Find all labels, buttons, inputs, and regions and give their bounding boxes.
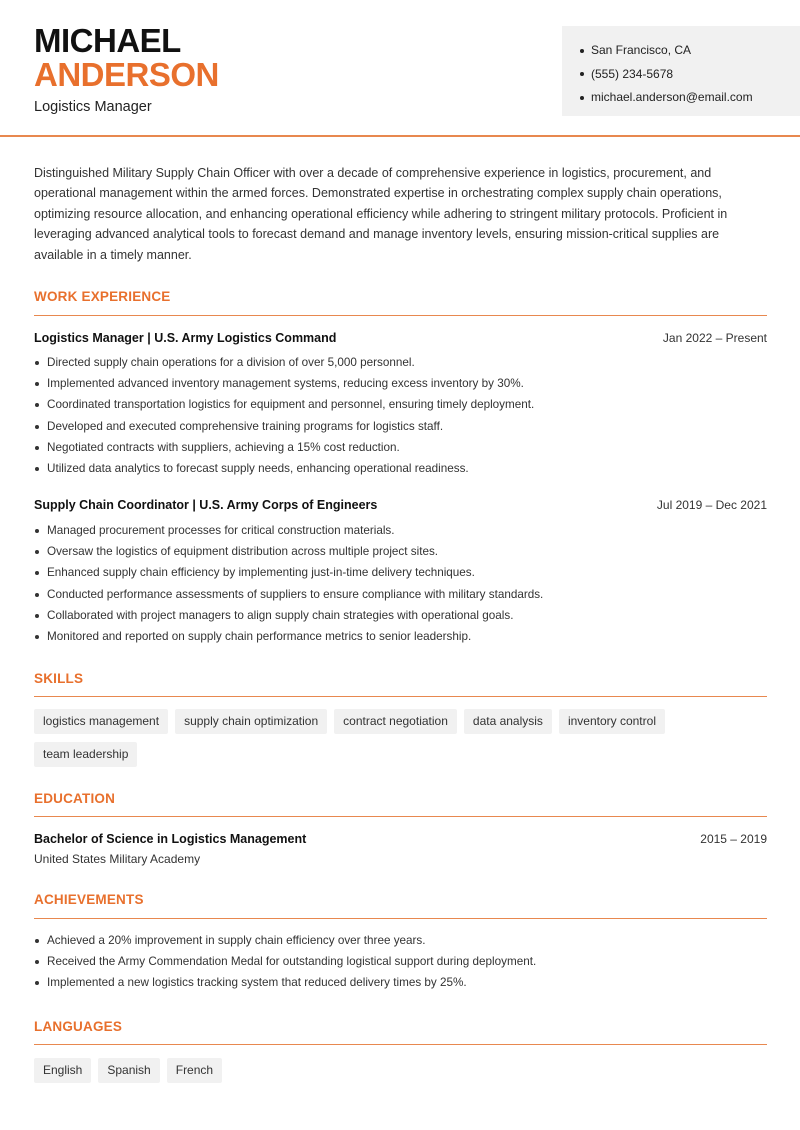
contact-phone [580, 63, 800, 87]
skill-tag: team leadership [34, 742, 137, 767]
language-tag: Spanish [98, 1058, 159, 1083]
list-item: Achieved a 20% improvement in supply chain efficiency over three years. [34, 930, 774, 951]
list-item: Directed supply chain operations for a division of over 5,000 personnel. [34, 352, 774, 373]
list-item: Negotiated contracts with suppliers, achieving a 15% cost reduction. [34, 437, 774, 458]
section-title-education: EDUCATION [34, 791, 116, 806]
contact-phone-text: (555) 234-5678 [591, 66, 674, 81]
contact-location [580, 39, 800, 63]
professional-summary: Distinguished Military Supply Chain Officer with over a decade of comprehensive experience in logistics, procurement, and operational management within the armed forces. Demonstrated expertise in orchestrating complex supply chain operations, optimizing resource allocation, and enhancing operational efficiency while adhering to stringent military protocols. Proficient in leveraging advanced analytical tools to forecast demand and manage inventory levels, ensuring mission-critical supplies are available in a timely manner. [34, 166, 728, 262]
language-tag: English [34, 1058, 91, 1083]
section-divider [34, 1044, 767, 1045]
list-item: Oversaw the logistics of equipment distribution across multiple project sites. [34, 541, 774, 562]
job-date-1: Jan 2022 – Present [662, 331, 767, 345]
achievements-list [34, 930, 774, 994]
section-divider [34, 918, 767, 919]
list-item: Monitored and reported on supply chain performance metrics to senior leadership. [34, 626, 774, 647]
skill-tag: data analysis [464, 709, 552, 734]
job-role: Logistics Manager [34, 99, 152, 115]
contact-email [580, 86, 800, 110]
skill-tag: contract negotiation [334, 709, 457, 734]
languages-list [34, 1058, 774, 1083]
skill-tag: logistics management [34, 709, 168, 734]
list-item: Collaborated with project managers to align supply chain strategies with operational goals. [34, 605, 774, 626]
list-item: Conducted performance assessments of suppliers to ensure compliance with military standards. [34, 584, 774, 605]
section-divider [34, 696, 767, 697]
language-tag: French [167, 1058, 222, 1083]
section-title-achievements: ACHIEVEMENTS [34, 892, 144, 907]
list-item: Received the Army Commendation Medal for outstanding logistical support during deployment. [34, 951, 774, 972]
resume-header [0, 0, 800, 137]
last-name: ANDERSON [34, 56, 219, 93]
degree-title: Bachelor of Science in Logistics Management [34, 832, 307, 846]
job-bullets-2 [34, 520, 774, 647]
list-item: Developed and executed comprehensive training programs for logistics staff. [34, 416, 774, 437]
contact-location-text: San Francisco, CA [591, 43, 692, 57]
skill-tag: supply chain optimization [175, 709, 327, 734]
section-title-work: WORK EXPERIENCE [34, 289, 171, 304]
job-title-2: Supply Chain Coordinator | U.S. Army Corps of Engineers [34, 498, 378, 512]
bullet-icon [580, 49, 584, 53]
list-item: Managed procurement processes for critical construction materials. [34, 520, 774, 541]
contact-email-text: michael.anderson@email.com [591, 90, 753, 104]
job-title-1: Logistics Manager | U.S. Army Logistics Command [34, 331, 337, 345]
contact-box [562, 26, 800, 116]
list-item: Enhanced supply chain efficiency by implementing just-in-time delivery techniques. [34, 562, 774, 583]
list-item: Implemented advanced inventory management systems, reducing excess inventory by 30%. [34, 373, 774, 394]
bullet-icon [580, 96, 584, 100]
job-bullets-1 [34, 352, 774, 479]
section-divider [34, 315, 767, 316]
skill-tag: inventory control [559, 709, 665, 734]
section-divider [34, 816, 767, 817]
first-name: MICHAEL [34, 22, 181, 59]
skills-list [34, 709, 774, 767]
list-item: Implemented a new logistics tracking system that reduced delivery times by 25%. [34, 972, 774, 993]
section-title-skills: SKILLS [34, 671, 84, 686]
education-date: 2015 – 2019 [700, 832, 767, 846]
job-date-2: Jul 2019 – Dec 2021 [656, 498, 767, 512]
candidate-name [34, 24, 219, 92]
section-title-languages: LANGUAGES [34, 1019, 123, 1034]
list-item: Utilized data analytics to forecast supply needs, enhancing operational readiness. [34, 458, 774, 479]
school-name: United States Military Academy [34, 852, 201, 866]
bullet-icon [580, 72, 584, 76]
list-item: Coordinated transportation logistics for equipment and personnel, ensuring timely deployment. [34, 394, 774, 415]
